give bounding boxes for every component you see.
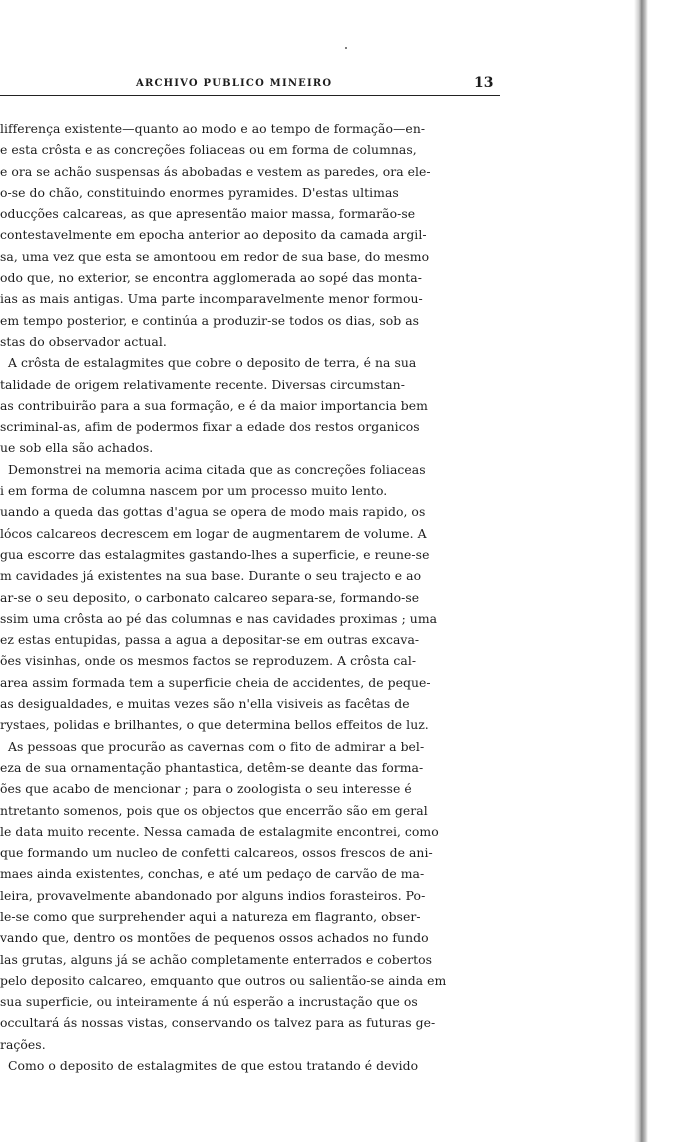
text-line: i em forma de columna nascem por um processo muito lento. [0, 483, 388, 499]
text-line: occultará ás nossas vistas, conservando os talvez para as futuras ge- [0, 1015, 436, 1031]
text-line: Como o deposito de estalagmites de que estou tratando é devido [8, 1058, 419, 1074]
text-line: las grutas, alguns já se achão completamente enterrados e cobertos [0, 951, 433, 967]
running-header [0, 75, 500, 96]
text-line: ar-se o seu deposito, o carbonato calcareo separa-se, formando-se [0, 589, 420, 605]
text-line: lifferença existente—quanto ao modo e ao tempo de formação—en- [0, 121, 426, 136]
header-title: ARCHIVO PUBLICO MINEIRO [136, 78, 333, 89]
text-line: le-se como que surprehender aqui a natureza em flagranto, obser- [0, 908, 421, 924]
text-line: ias as mais antigas. Uma parte incomparavelmente menor formou- [0, 291, 423, 307]
text-line: talidade de origem relativamente recente. Diversas circumstan- [0, 376, 405, 392]
text-line: leira, provavelmente abandonado por alguns indios forasteiros. Po- [0, 887, 426, 903]
text-line: sa, uma vez que esta se amontoou em redor de sua base, do mesmo [0, 248, 430, 264]
text-line: stas do observador actual. [0, 333, 167, 349]
print-speck [345, 47, 347, 49]
text-line: e ora se achão suspensas ás abobadas e vestem as paredes, ora ele- [0, 163, 431, 179]
text-line: ssim uma crôsta ao pé das columnas e nas cavidades proximas ; uma [0, 610, 438, 626]
text-line: ntretanto somenos, pois que os objectos que encerrão são em geral [0, 802, 428, 818]
text-line: A crôsta de estalagmites que cobre o deposito de terra, é na sua [8, 355, 417, 371]
text-line: vando que, dentro os montões de pequenos ossos achados no fundo [0, 930, 429, 946]
text-line: o-se do chão, constituindo enormes pyramides. D'estas ultimas [0, 184, 399, 200]
text-line: e esta crôsta e as concreções foliaceas ou em forma de columnas, [0, 142, 417, 158]
text-line: m cavidades já existentes na sua base. Durante o seu trajecto e ao [0, 568, 422, 584]
text-line: pelo deposito calcareo, emquanto que outros ou salientão-se ainda em [0, 972, 447, 988]
text-line: ue sob ella são achados. [0, 440, 154, 456]
text-line: area assim formada tem a superficie cheia de accidentes, de peque- [0, 674, 431, 690]
header-rule [0, 95, 500, 96]
text-line: sua superficie, ou inteiramente á nú esperão a incrustação que os [0, 994, 418, 1010]
text-line: Demonstrei na memoria acima citada que as concreções foliaceas [8, 461, 426, 477]
text-line: em tempo posterior, e continúa a produzir-se todos os dias, sob as [0, 312, 420, 328]
text-line: lócos calcareos decrescem em logar de augmentarem de volume. A [0, 525, 427, 541]
text-line: odo que, no exterior, se encontra agglomerada ao sopé das monta- [0, 270, 422, 286]
text-line: rações. [0, 1036, 46, 1052]
text-line: rystaes, polidas e brilhantes, o que determina bellos effeitos de luz. [0, 717, 429, 733]
text-line: gua escorre das estalagmites gastando-lhes a superficie, e reune-se [0, 546, 430, 562]
text-line: ões visinhas, onde os mesmos factos se reproduzem. A crôsta cal- [0, 653, 417, 669]
text-line: as contribuirão para a sua formação, e é da maior importancia bem [0, 397, 428, 413]
page-binding-shadow [634, 0, 648, 1142]
text-line: le data muito recente. Nessa camada de estalagmite encontrei, como [0, 823, 439, 839]
text-line: ões que acabo de mencionar ; para o zoologista o seu interesse é [0, 781, 412, 797]
text-line: as desigualdades, e muitas vezes são n'ella visiveis as facêtas de [0, 696, 410, 712]
text-line: oducções calcareas, as que apresentão maior massa, formarão-se [0, 206, 416, 222]
text-line: scriminal-as, afim de podermos fixar a edade dos restos organicos [0, 419, 420, 435]
text-line: maes ainda existentes, conchas, e até um pedaço de carvão de ma- [0, 866, 425, 882]
text-line: contestavelmente em epocha anterior ao deposito da camada argil- [0, 227, 427, 243]
text-line: uando a queda das gottas d'agua se opera de modo mais rapido, os [0, 504, 426, 520]
text-line: As pessoas que procurão as cavernas com o fito de admirar a bel- [8, 738, 425, 754]
text-line: eza de sua ornamentação phantastica, detêm-se deante das forma- [0, 759, 424, 775]
text-line: ez estas entupidas, passa a agua a depositar-se em outras excava- [0, 632, 420, 648]
page-number: 13 [474, 75, 494, 91]
body-text [0, 118, 502, 1076]
text-line: que formando um nucleo de confetti calcareos, ossos frescos de ani- [0, 845, 433, 861]
